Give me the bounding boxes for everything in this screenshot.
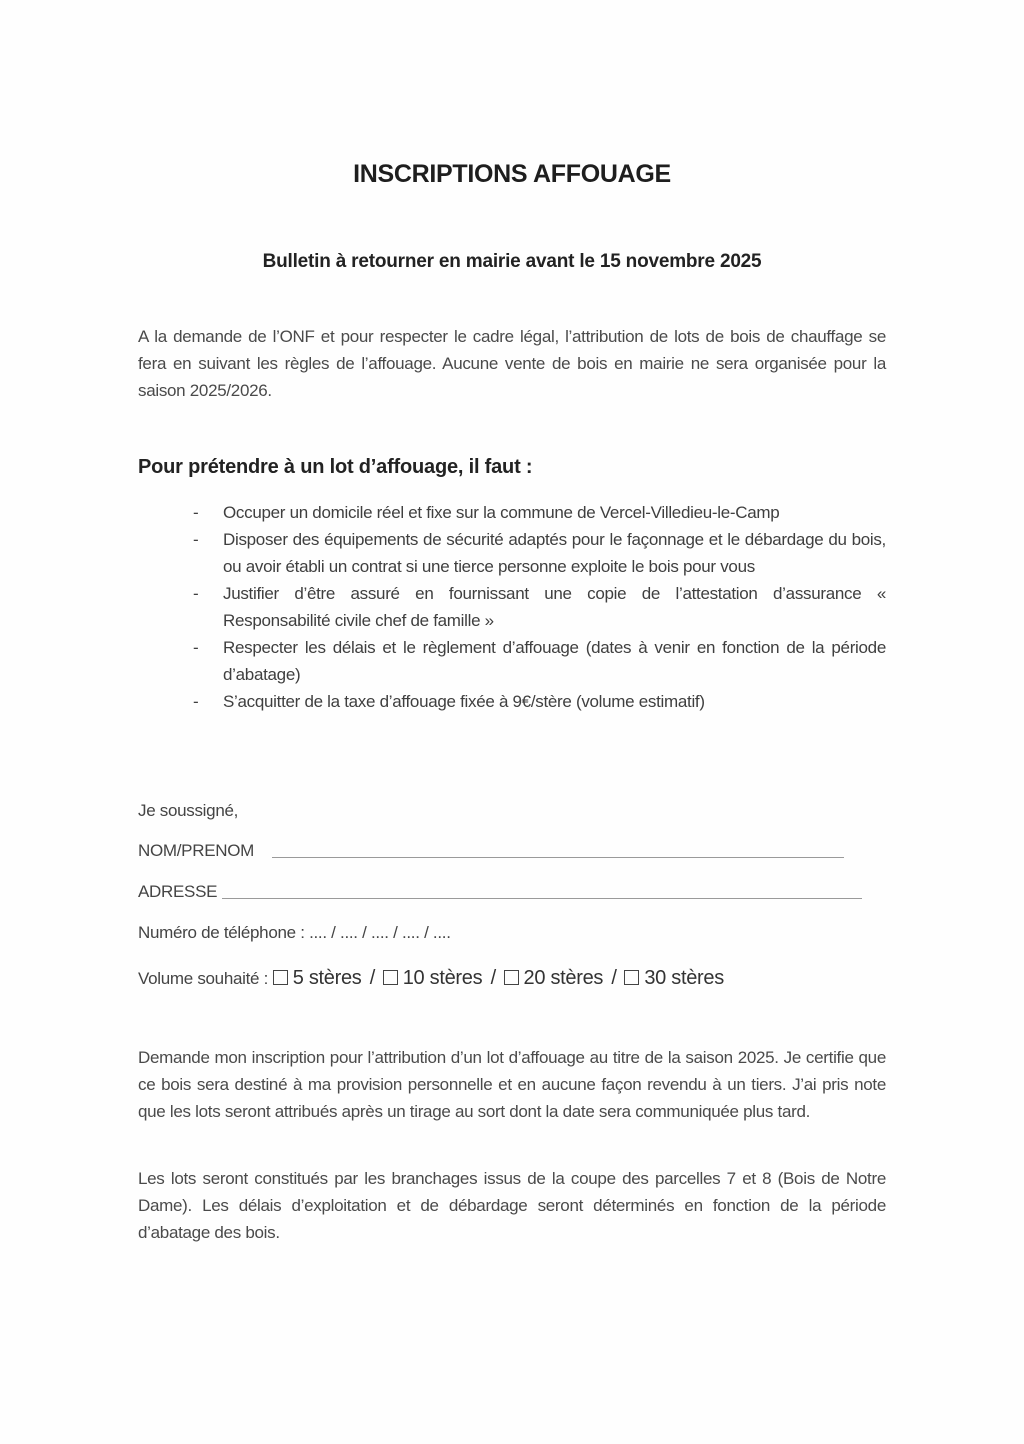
bullet-dash: - bbox=[193, 692, 199, 711]
requirements-heading: Pour prétendre à un lot d’affouage, il faut : bbox=[138, 456, 533, 478]
checkbox-10-steres[interactable] bbox=[383, 970, 398, 985]
adresse-field[interactable] bbox=[222, 898, 862, 899]
adresse-label: ADRESSE bbox=[138, 882, 218, 901]
checkbox-5-steres[interactable] bbox=[273, 970, 288, 985]
bullet-dash: - bbox=[193, 638, 199, 657]
requirement-text: Respecter les délais et le règlement d’affouage (dates à venir en fonction de la période d’abatage) bbox=[223, 638, 886, 684]
volume-separator: / bbox=[369, 967, 376, 989]
nom-prenom-field[interactable] bbox=[272, 857, 844, 858]
volume-separator: / bbox=[490, 967, 496, 989]
requirement-item bbox=[190, 499, 886, 526]
bullet-dash: - bbox=[193, 584, 199, 603]
intro-paragraph: A la demande de l’ONF et pour respecter le cadre légal, l’attribution de lots de bois de chauffage se fera en suivant les règles de l’affouage. Aucune vente de bois en mairie ne sera organisée pour la saison 2025/2026. bbox=[138, 327, 886, 400]
volume-option-20[interactable] bbox=[504, 967, 609, 989]
document-title: INSCRIPTIONS AFFOUAGE bbox=[353, 160, 671, 188]
bullet-dash: - bbox=[193, 530, 199, 549]
requirement-item bbox=[190, 580, 886, 634]
volume-option-label: 10 stères bbox=[402, 967, 483, 989]
volume-row bbox=[138, 967, 724, 990]
checkbox-20-steres[interactable] bbox=[504, 970, 519, 985]
requirements-list bbox=[190, 499, 886, 715]
volume-label: Volume souhaité : bbox=[138, 969, 269, 988]
nom-prenom-label: NOM/PRENOM bbox=[138, 841, 255, 860]
requirement-item bbox=[190, 688, 886, 715]
lots-info-paragraph: Les lots seront constitués par les branchages issus de la coupe des parcelles 7 et 8 (Bois de Notre Dame). Les délais d’exploitation et de débardage seront déterminés en fonction de la période d’abatage des bois. bbox=[138, 1169, 886, 1242]
requirement-text: Disposer des équipements de sécurité adaptés pour le façonnage et le débardage du bois, ou avoir établi un contrat si une tierce personne exploite le bois pour vous bbox=[223, 530, 886, 576]
requirement-item bbox=[190, 526, 886, 580]
volume-option-30[interactable] bbox=[624, 967, 724, 989]
declaration-paragraph: Demande mon inscription pour l’attribution d’un lot d’affouage au titre de la saison 2025. Je certifie que ce bois sera destiné à ma provision personnelle et en aucune façon revendu à un tiers. J’ai pris note que les lots seront attribués après un tirage au sort dont la date sera communiquée plus tard. bbox=[138, 1048, 886, 1121]
soussigne-label: Je soussigné, bbox=[138, 801, 239, 820]
requirement-item bbox=[190, 634, 886, 688]
checkbox-30-steres[interactable] bbox=[624, 970, 639, 985]
requirement-text: Occuper un domicile réel et fixe sur la commune de Vercel-Villedieu-le-Camp bbox=[223, 503, 780, 522]
volume-option-label: 30 stères bbox=[644, 967, 724, 989]
volume-option-10[interactable] bbox=[383, 967, 488, 989]
requirement-text: S’acquitter de la taxe d’affouage fixée à 9€/stère (volume estimatif) bbox=[223, 692, 705, 711]
volume-separator: / bbox=[611, 967, 617, 989]
volume-option-5[interactable] bbox=[273, 967, 367, 989]
bullet-dash: - bbox=[193, 503, 199, 522]
volume-option-label: 20 stères bbox=[523, 967, 604, 989]
volume-option-label: 5 stères bbox=[292, 967, 362, 989]
requirement-text: Justifier d’être assuré en fournissant une copie de l’attestation d’assurance « Responsabilité civile chef de famille » bbox=[223, 584, 886, 630]
document-subtitle: Bulletin à retourner en mairie avant le 15 novembre 2025 bbox=[262, 251, 762, 272]
telephone-field[interactable]: Numéro de téléphone : .... / .... / .... / .... / .... bbox=[138, 923, 451, 942]
